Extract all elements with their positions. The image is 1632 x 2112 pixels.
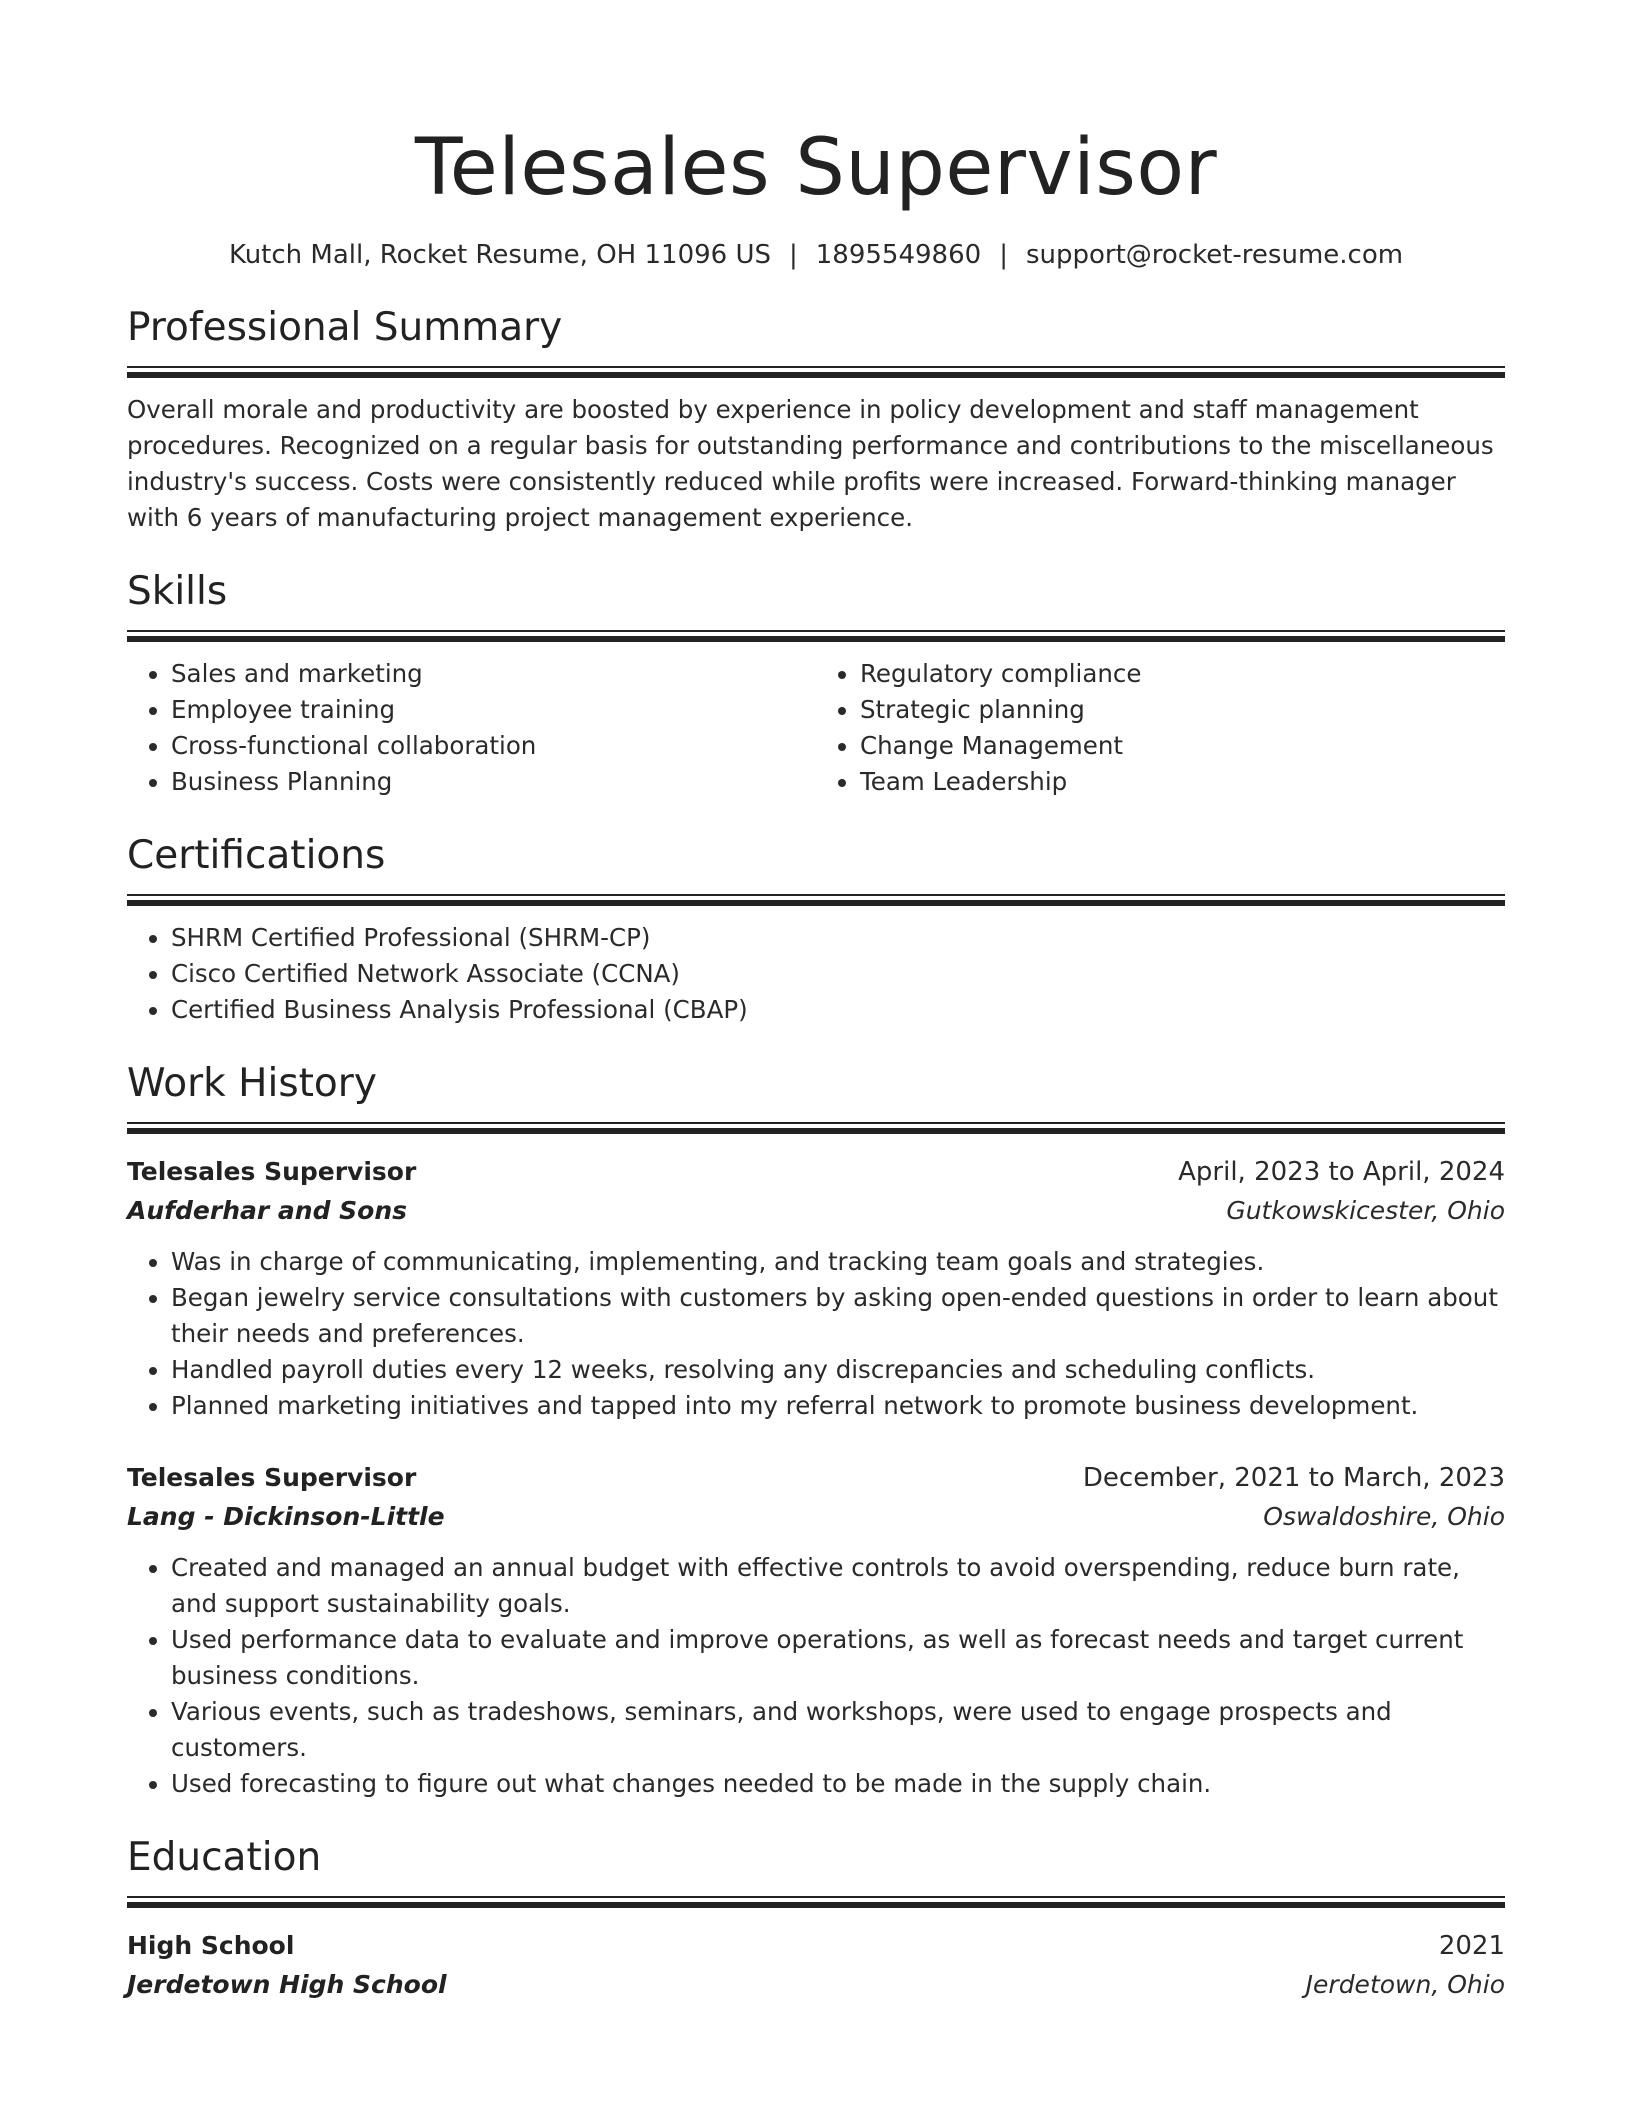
- education-header-row: [127, 1926, 1505, 1966]
- section-divider: [127, 1896, 1505, 1908]
- certifications-list: [127, 920, 1505, 1028]
- certifications-heading: Certifications: [127, 833, 386, 878]
- skill-item: • Cross-functional collaboration: [171, 728, 816, 764]
- job-dates: December, 2021 to March, 2023: [1082, 1463, 1505, 1493]
- job-duty-item: • Planned marketing initiatives and tapped into my referral network to promote business development.: [171, 1388, 1505, 1424]
- work-history-heading: Work History: [127, 1061, 377, 1106]
- job-title: Telesales Supervisor: [127, 1157, 417, 1186]
- job-location: Oswaldoshire, Ohio: [1263, 1502, 1505, 1531]
- skills-heading: Skills: [127, 569, 228, 614]
- job-duty-item: • Created and managed an annual budget with effective controls to avoid overspending, reduce burn rate, and support sustainability goals.: [171, 1550, 1505, 1622]
- job-header-row: [127, 1458, 1505, 1498]
- contact-separator: |: [789, 240, 798, 270]
- contact-separator: |: [999, 240, 1008, 270]
- skill-item: • Regulatory compliance: [860, 656, 1505, 692]
- contact-address: Kutch Mall, Rocket Resume, OH 11096 US: [228, 240, 771, 270]
- certification-item: • SHRM Certified Professional (SHRM-CP): [171, 920, 1505, 956]
- education-school: Jerdetown High School: [127, 1970, 447, 1999]
- work-history-section: [127, 1058, 1505, 1802]
- contact-phone: 1895549860: [815, 240, 982, 270]
- job-duty-item: • Used forecasting to figure out what changes needed to be made in the supply chain.: [171, 1766, 1505, 1802]
- education-section: [127, 1832, 1505, 2004]
- skill-item: • Strategic planning: [860, 692, 1505, 728]
- job-entry: [127, 1458, 1505, 1802]
- job-company: Lang - Dickinson-Little: [127, 1502, 445, 1531]
- education-degree: High School: [127, 1931, 295, 1960]
- job-duty-item: • Used performance data to evaluate and improve operations, as well as forecast needs and target current business conditions.: [171, 1622, 1505, 1694]
- contact-line: [127, 238, 1505, 272]
- job-duty-item: • Handled payroll duties every 12 weeks, resolving any discrepancies and scheduling conflicts.: [171, 1352, 1505, 1388]
- certification-item: • Certified Business Analysis Professional (CBAP): [171, 992, 1505, 1028]
- education-location: Jerdetown, Ohio: [1305, 1970, 1505, 1999]
- job-duties-list: [127, 1550, 1505, 1802]
- job-company-row: [127, 1192, 1505, 1230]
- certification-item: • Cisco Certified Network Associate (CCNA): [171, 956, 1505, 992]
- section-divider: [127, 630, 1505, 642]
- section-divider: [127, 366, 1505, 378]
- contact-email[interactable]: support@rocket-resume.com: [1025, 240, 1404, 270]
- education-entry: [127, 1926, 1505, 2004]
- section-divider: [127, 1122, 1505, 1134]
- job-header-row: [127, 1152, 1505, 1192]
- skills-section: [127, 566, 1505, 800]
- job-dates: April, 2023 to April, 2024: [1178, 1157, 1505, 1187]
- skills-list-right: [816, 656, 1505, 800]
- job-company: Aufderhar and Sons: [127, 1196, 408, 1225]
- job-location: Gutkowskicester, Ohio: [1226, 1196, 1505, 1225]
- skill-item: • Change Management: [860, 728, 1505, 764]
- candidate-name: Telesales Supervisor: [414, 123, 1218, 213]
- skill-item: • Business Planning: [171, 764, 816, 800]
- skill-item: • Employee training: [171, 692, 816, 728]
- education-year: 2021: [1438, 1931, 1505, 1961]
- education-heading: Education: [127, 1835, 322, 1880]
- skills-grid: [127, 656, 1505, 800]
- job-company-row: [127, 1498, 1505, 1536]
- skills-list-left: [127, 656, 816, 800]
- section-divider: [127, 894, 1505, 906]
- certifications-section: [127, 830, 1505, 1028]
- job-entry: [127, 1152, 1505, 1424]
- summary-heading: Professional Summary: [127, 305, 563, 350]
- job-duty-item: • Began jewelry service consultations with customers by asking open-ended questions in order to learn about their needs and preferences.: [171, 1280, 1505, 1352]
- skill-item: • Team Leadership: [860, 764, 1505, 800]
- summary-section: [127, 302, 1505, 536]
- job-duty-item: • Various events, such as tradeshows, seminars, and workshops, were used to engage prospects and customers.: [171, 1694, 1505, 1766]
- job-title: Telesales Supervisor: [127, 1463, 417, 1492]
- job-duty-item: • Was in charge of communicating, implementing, and tracking team goals and strategies.: [171, 1244, 1505, 1280]
- job-duties-list: [127, 1244, 1505, 1424]
- skill-item: • Sales and marketing: [171, 656, 816, 692]
- education-school-row: [127, 1966, 1505, 2004]
- summary-text: Overall morale and productivity are boosted by experience in policy development and staff management procedures. Recognized on a regular basis for outstanding performance and contributions to the miscellaneous industry's success. Costs were consistently reduced while profits were increased. Forward-thinking manager with 6 years of manufacturing project management experience.: [127, 395, 1494, 532]
